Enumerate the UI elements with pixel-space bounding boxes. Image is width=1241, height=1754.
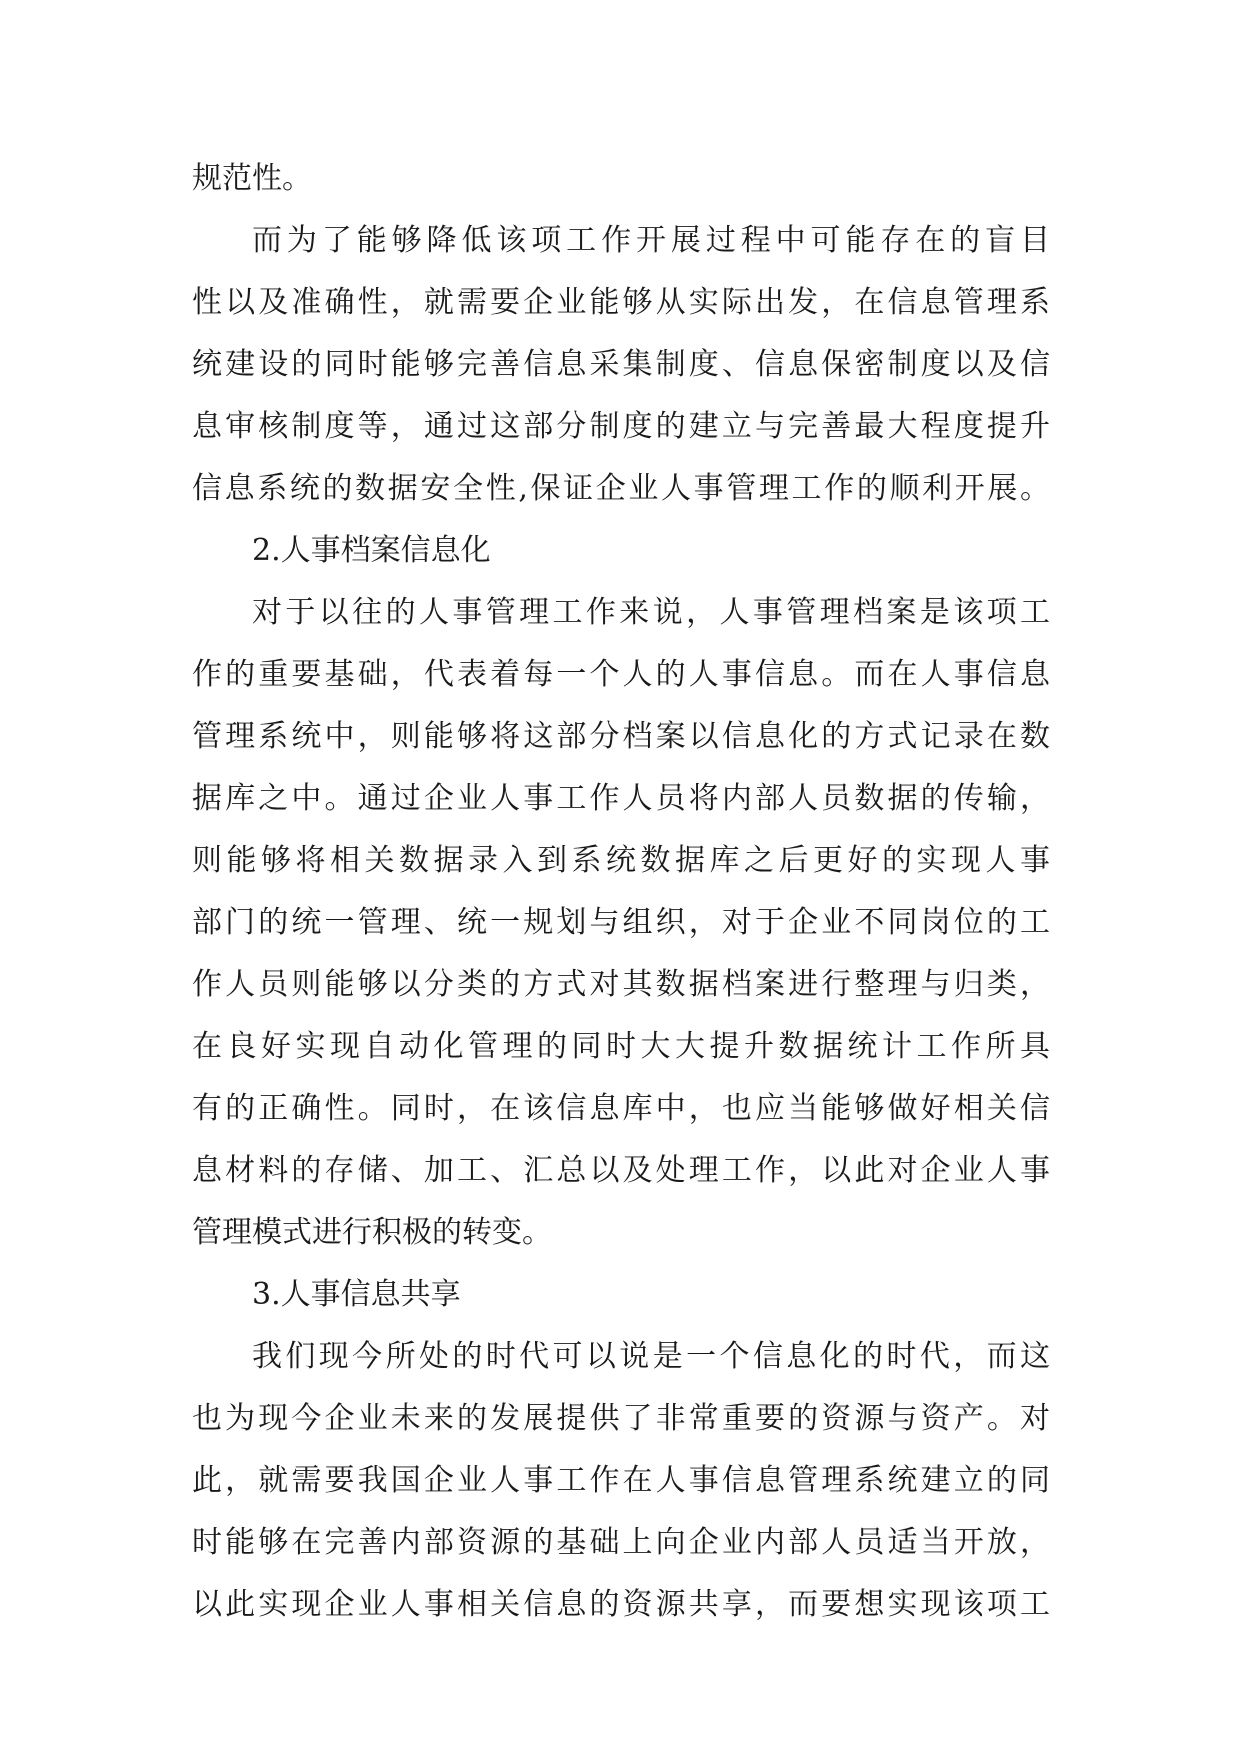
paragraph-line: 息材料的存储、加工、汇总以及处理工作，以此对企业人事 bbox=[192, 1153, 1050, 1188]
paragraph-line: 对于以往的人事管理工作来说，人事管理档案是该项工 bbox=[252, 595, 1050, 630]
paragraph-line: 息审核制度等，通过这部分制度的建立与完善最大程度提升 bbox=[192, 409, 1050, 444]
paragraph-line: 在良好实现自动化管理的同时大大提升数据统计工作所具 bbox=[192, 1029, 1050, 1064]
paragraph-line: 作的重要基础，代表着每一个人的人事信息。而在人事信息 bbox=[192, 657, 1050, 692]
paragraph-line: 此，就需要我国企业人事工作在人事信息管理系统建立的同 bbox=[192, 1463, 1050, 1498]
paragraph-line: 信息系统的数据安全性,保证企业人事管理工作的顺利开展。 bbox=[192, 471, 1050, 506]
paragraph-line: 规范性。 bbox=[192, 161, 312, 196]
paragraph-line: 而为了能够降低该项工作开展过程中可能存在的盲目 bbox=[252, 223, 1050, 258]
paragraph-line: 管理模式进行积极的转变。 bbox=[192, 1215, 552, 1250]
paragraph-line: 以此实现企业人事相关信息的资源共享，而要想实现该项工 bbox=[192, 1587, 1050, 1622]
paragraph-line: 据库之中。通过企业人事工作人员将内部人员数据的传输， bbox=[192, 781, 1050, 816]
paragraph-line: 性以及准确性，就需要企业能够从实际出发，在信息管理系 bbox=[192, 285, 1050, 320]
paragraph-line: 则能够将相关数据录入到系统数据库之后更好的实现人事 bbox=[192, 843, 1050, 878]
paragraph-line: 有的正确性。同时，在该信息库中，也应当能够做好相关信 bbox=[192, 1091, 1050, 1126]
paragraph-line: 部门的统一管理、统一规划与组织，对于企业不同岗位的工 bbox=[192, 905, 1050, 940]
paragraph-line: 时能够在完善内部资源的基础上向企业内部人员适当开放， bbox=[192, 1525, 1050, 1560]
section-heading: 3.人事信息共享 bbox=[252, 1277, 461, 1312]
body-text bbox=[192, 148, 1050, 1636]
paragraph-line: 我们现今所处的时代可以说是一个信息化的时代，而这 bbox=[252, 1339, 1050, 1374]
paragraph-line: 作人员则能够以分类的方式对其数据档案进行整理与归类， bbox=[192, 967, 1050, 1002]
section-heading: 2.人事档案信息化 bbox=[252, 533, 491, 568]
paragraph-line: 管理系统中，则能够将这部分档案以信息化的方式记录在数 bbox=[192, 719, 1050, 754]
paragraph-line: 统建设的同时能够完善信息采集制度、信息保密制度以及信 bbox=[192, 347, 1050, 382]
paragraph-line: 也为现今企业未来的发展提供了非常重要的资源与资产。对 bbox=[192, 1401, 1050, 1436]
